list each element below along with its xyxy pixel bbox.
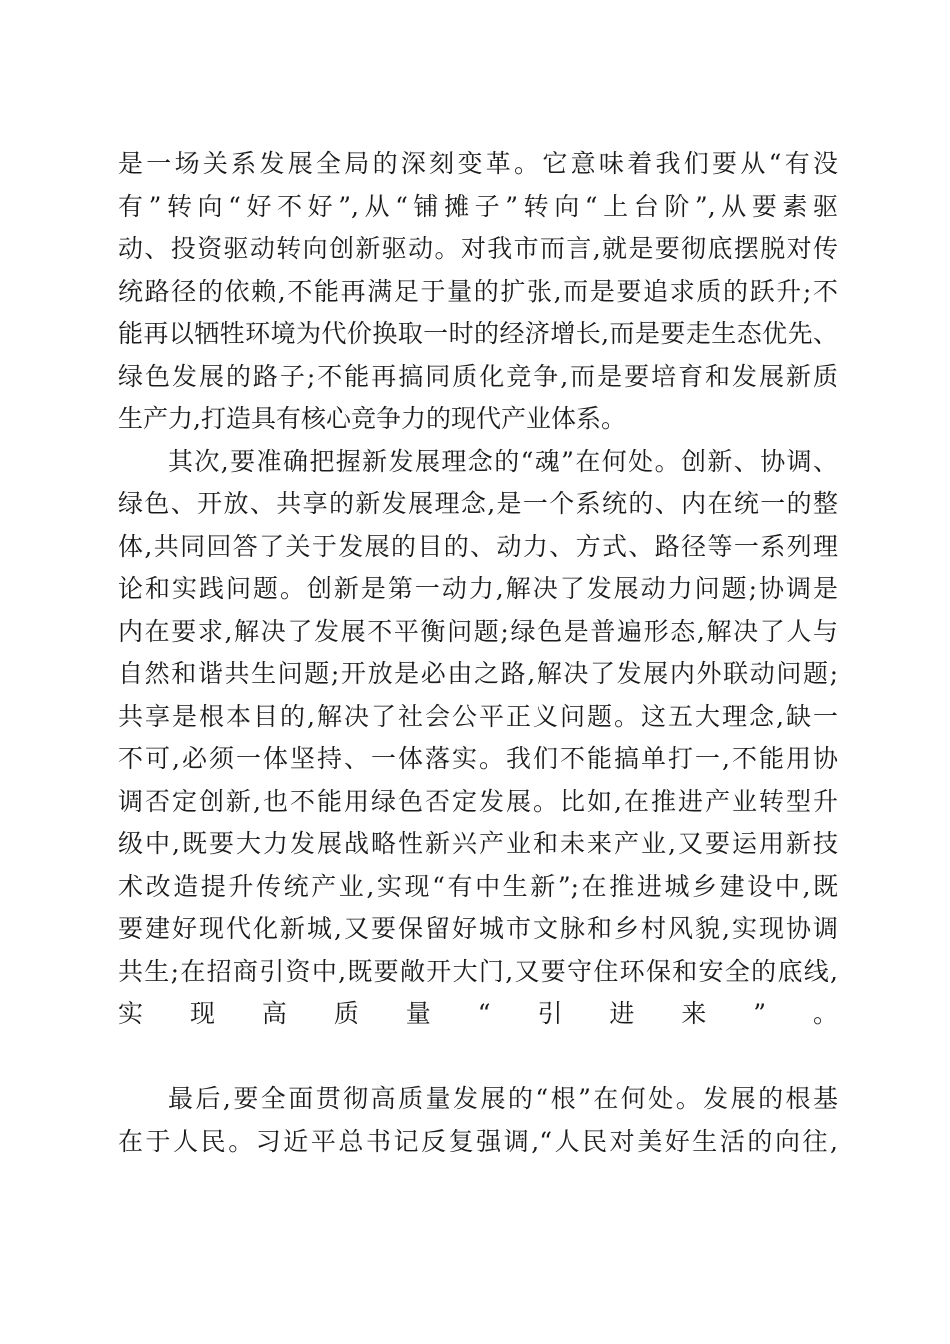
text-line: 统路径的依赖,不能再满足于量的扩张,而是要追求质的跃升;不 bbox=[118, 276, 838, 306]
text-line: 调否定创新,也不能用绿色否定发展。比如,在推进产业转型升 bbox=[118, 786, 838, 816]
text-line: 动、投资驱动转向创新驱动。对我市而言,就是要彻底摆脱对传 bbox=[118, 234, 838, 263]
text-line: 在于人民。习近平总书记反复强调,“人民对美好生活的向往, bbox=[118, 1126, 838, 1156]
text-line: 自然和谐共生问题;开放是必由之路,解决了发展内外联动问题; bbox=[118, 659, 838, 688]
text-line: 要建好现代化新城,又要保留好城市文脉和乡村风貌,实现协调 bbox=[118, 914, 838, 943]
text-line: 级中,既要大力发展战略性新兴产业和未来产业,又要运用新技 bbox=[118, 829, 838, 858]
text-line bbox=[118, 1036, 838, 1079]
paragraph-3 bbox=[118, 1078, 838, 1163]
text-line: 内在要求,解决了发展不平衡问题;绿色是普遍形态,解决了人与 bbox=[118, 616, 838, 646]
text-line: 有”转向“好不好”,从“铺摊子”转向“上台阶”,从要素驱 bbox=[118, 191, 838, 221]
text-line: 术改造提升传统产业,实现“有中生新”;在推进城乡建设中,既 bbox=[118, 871, 838, 901]
paragraph-1 bbox=[118, 143, 838, 441]
text-line: 共享是根本目的,解决了社会公平正义问题。这五大理念,缺一 bbox=[118, 701, 838, 731]
document-body bbox=[118, 143, 838, 1163]
text-line: 生产力,打造具有核心竞争力的现代产业体系。 bbox=[118, 404, 626, 433]
text-line: 不可,必须一体坚持、一体落实。我们不能搞单打一,不能用协 bbox=[118, 744, 838, 773]
text-line: 能再以牺牲环境为代价换取一时的经济增长,而是要走生态优先、 bbox=[118, 319, 838, 348]
text-line: 论和实践问题。创新是第一动力,解决了发展动力问题;协调是 bbox=[118, 574, 838, 603]
text-line: 绿色发展的路子;不能再搞同质化竞争,而是要培育和发展新质 bbox=[118, 361, 838, 391]
text-line: 最后,要全面贯彻高质量发展的“根”在何处。发展的根基 bbox=[168, 1084, 838, 1113]
text-line: 其次,要准确把握新发展理念的“魂”在何处。创新、协调、 bbox=[168, 446, 838, 476]
text-line: 共生;在招商引资中,既要敞开大门,又要守住环保和安全的底线, bbox=[118, 956, 838, 986]
paragraph-2 bbox=[118, 441, 838, 1079]
text-line: 绿色、开放、共享的新发展理念,是一个系统的、内在统一的整 bbox=[118, 489, 838, 518]
text-line: 是一场关系发展全局的深刻变革。它意味着我们要从“有没 bbox=[118, 149, 838, 178]
text-line: 体,共同回答了关于发展的目的、动力、方式、路径等一系列理 bbox=[118, 531, 838, 561]
text-line: 实现高质量“引进来”。 bbox=[118, 999, 838, 1028]
